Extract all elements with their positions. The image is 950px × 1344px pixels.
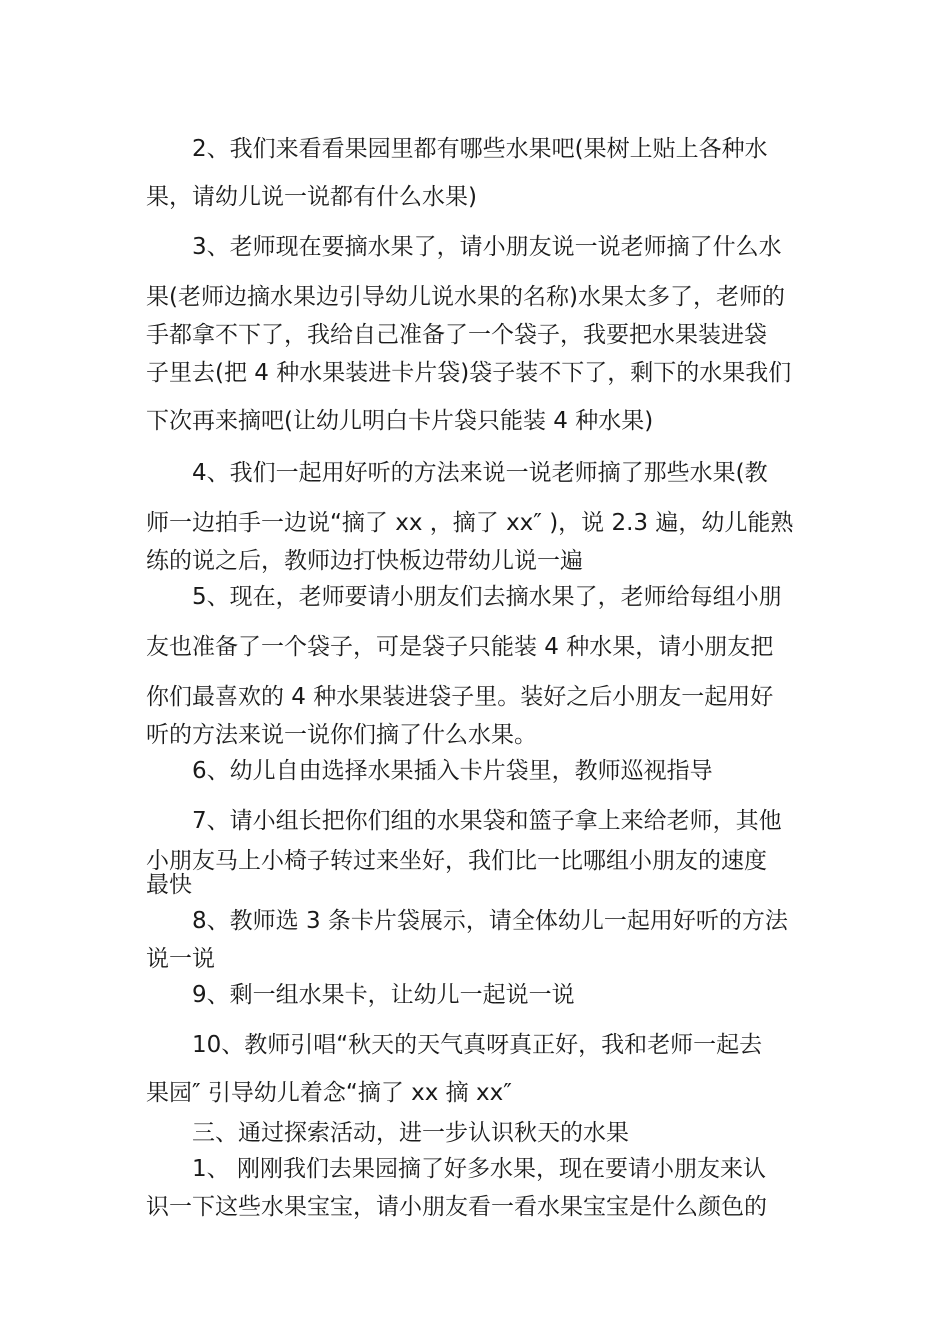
text-line: 说一说 xyxy=(146,946,215,972)
text-line: 子里去(把 4 种水果装进卡片袋)袋子装不下了，剩下的水果我们 xyxy=(146,360,792,386)
text-line: 10、教师引唱“秋天的天气真呀真正好，我和老师一起去 xyxy=(192,1032,763,1058)
text-line: 2、我们来看看果园里都有哪些水果吧(果树上贴上各种水 xyxy=(192,136,768,162)
text-line: 4、我们一起用好听的方法来说一说老师摘了那些水果(教 xyxy=(192,460,768,486)
text-line: 识一下这些水果宝宝，请小朋友看一看水果宝宝是什么颜色的 xyxy=(146,1194,767,1220)
text-line: 果(老师边摘水果边引导幼儿说水果的名称)水果太多了，老师的 xyxy=(146,284,785,310)
text-line: 小朋友马上小椅子转过来坐好，我们比一比哪组小朋友的速度 xyxy=(146,848,767,874)
text-line: 8、教师选 3 条卡片袋展示，请全体幼儿一起用好听的方法 xyxy=(192,908,788,934)
text-line: 1、 刚刚我们去果园摘了好多水果，现在要请小朋友来认 xyxy=(192,1156,766,1182)
text-line: 9、剩一组水果卡，让幼儿一起说一说 xyxy=(192,982,575,1008)
text-line: 听的方法来说一说你们摘了什么水果。 xyxy=(146,722,537,748)
text-line: 果，请幼儿说一说都有什么水果) xyxy=(146,184,477,210)
text-line: 3、老师现在要摘水果了，请小朋友说一说老师摘了什么水 xyxy=(192,234,782,260)
text-line: 果园″ 引导幼儿着念“摘了 xx 摘 xx″ xyxy=(146,1080,512,1106)
text-line: 练的说之后，教师边打快板边带幼儿说一遍 xyxy=(146,548,583,574)
text-line: 友也准备了一个袋子，可是袋子只能装 4 种水果，请小朋友把 xyxy=(146,634,774,660)
text-line: 最快 xyxy=(146,872,192,898)
text-line: 7、请小组长把你们组的水果袋和篮子拿上来给老师，其他 xyxy=(192,808,782,834)
text-line: 你们最喜欢的 4 种水果装进袋子里。装好之后小朋友一起用好 xyxy=(146,684,774,710)
text-line: 6、幼儿自由选择水果插入卡片袋里，教师巡视指导 xyxy=(192,758,713,784)
text-line: 5、现在，老师要请小朋友们去摘水果了，老师给每组小朋 xyxy=(192,584,782,610)
text-line: 下次再来摘吧(让幼儿明白卡片袋只能装 4 种水果) xyxy=(146,408,654,434)
text-line: 手都拿不下了，我给自己准备了一个袋子，我要把水果装进袋 xyxy=(146,322,767,348)
text-line: 师一边拍手一边说“摘了 xx ，摘了 xx″ )，说 2.3 遍，幼儿能熟 xyxy=(146,510,794,536)
text-line: 三、通过探索活动，进一步认识秋天的水果 xyxy=(192,1120,629,1146)
